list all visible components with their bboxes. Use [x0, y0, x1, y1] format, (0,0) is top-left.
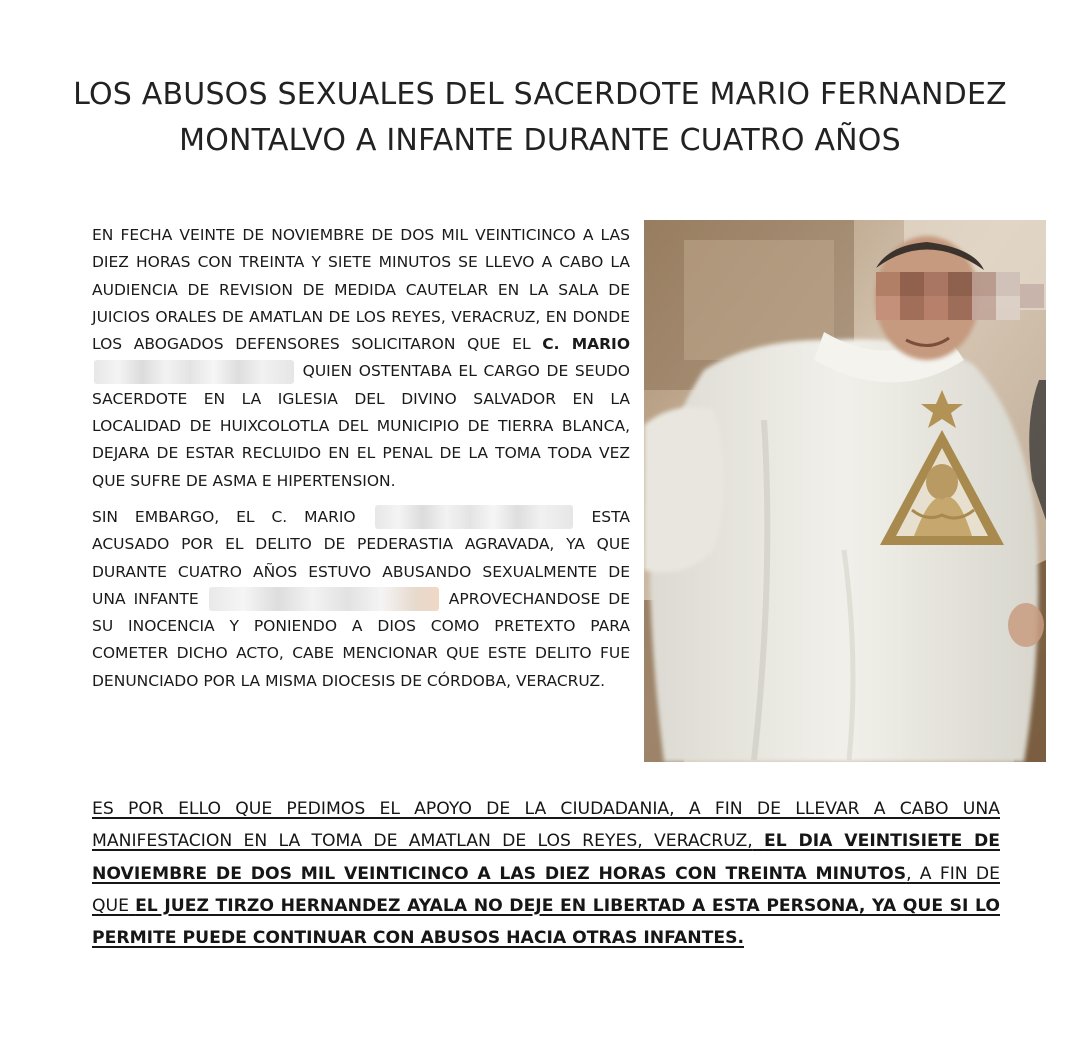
paragraph-2-text-b: ESTA ACUSADO POR EL DELITO DE PEDERASTIA AGRAVADA, YA QUE DURANTE CUATRO AÑOS ESTUVO ABUSANDO SEXUALMENTE DE UNA INFANTE	[92, 507, 630, 608]
priest-photo	[644, 220, 1046, 762]
paragraph-1-text-b: QUIEN OSTENTABA EL CARGO DE SEUDO SACERDOTE EN LA IGLESIA DEL DIVINO SALVADOR EN LA LOCALIDAD DE HUIXCOLOTLA DEL MUNICIPIO DE TIERRA BLANCA, DEJARA DE ESTAR RECLUIDO EN EL PENAL DE LA TOMA TODA VEZ QUE SUFRE DE ASMA E HIPERTENSION.	[92, 362, 630, 490]
call-to-action	[92, 793, 1000, 954]
redacted-surname-blur-2	[375, 505, 573, 529]
cta-judge-bold: EL JUEZ TIRZO HERNANDEZ AYALA NO DEJE EN LIBERTAD A ESTA PERSONA, YA QUE SI LO PERMITE PUEDE CONTINUAR CON ABUSOS HACIA OTRAS INFANTES.	[92, 895, 1000, 949]
paragraph-hearing	[92, 222, 630, 495]
redacted-victim-blur	[209, 587, 439, 611]
accused-name: C. MARIO	[542, 335, 630, 354]
priest-photo-illustration	[644, 220, 1046, 762]
paragraph-1-text-a: EN FECHA VEINTE DE NOVIEMBRE DE DOS MIL VEINTICINCO A LAS DIEZ HORAS CON TREINTA Y SIETE MINUTOS SE LLEVO A CABO LA AUDIENCIA DE REVISION DE MEDIDA CAUTELAR EN LA SALA DE JUICIOS ORALES DE AMATLAN DE LOS REYES, VERACRUZ, EN DONDE LOS ABOGADOS DEFENSORES SOLICITARON QUE EL	[92, 226, 630, 354]
title-line-2: MONTALVO A INFANTE DURANTE CUATRO AÑOS	[179, 123, 901, 158]
paragraph-accusation	[92, 504, 630, 695]
cta-text-a: ES POR ELLO QUE PEDIMOS EL APOYO DE LA CIUDADANIA, A FIN DE LLEVAR A CABO UNA MANIFESTACION EN LA TOMA DE AMATLAN DE LOS REYES, VERACRUZ,	[92, 799, 1000, 852]
paragraph-2-text-c: APROVECHANDOSE DE SU INOCENCIA Y PONIENDO A DIOS COMO PRETEXTO PARA COMETER DICHO ACTO, CABE MENCIONAR QUE ESTE DELITO FUE DENUNCIADO POR LA MISMA DIOCESIS DE CÓRDOBA, VERACRUZ.	[92, 589, 630, 690]
cta-date-bold: EL DIA VEINTISIETE DE NOVIEMBRE DE DOS MIL VEINTICINCO A LAS DIEZ HORAS CON TREINTA MINUTOS	[92, 831, 1000, 884]
title-line-1: LOS ABUSOS SEXUALES DEL SACERDOTE MARIO FERNANDEZ	[73, 77, 1007, 112]
document-title	[60, 72, 1020, 164]
face-mosaic-blur	[876, 272, 1044, 320]
paragraph-2-text-a: SIN EMBARGO, EL C. MARIO	[92, 507, 356, 526]
redacted-surname-blur	[94, 360, 294, 384]
body-text-column	[92, 222, 630, 695]
cta-text-b: , A FIN DE QUE	[92, 863, 1000, 916]
